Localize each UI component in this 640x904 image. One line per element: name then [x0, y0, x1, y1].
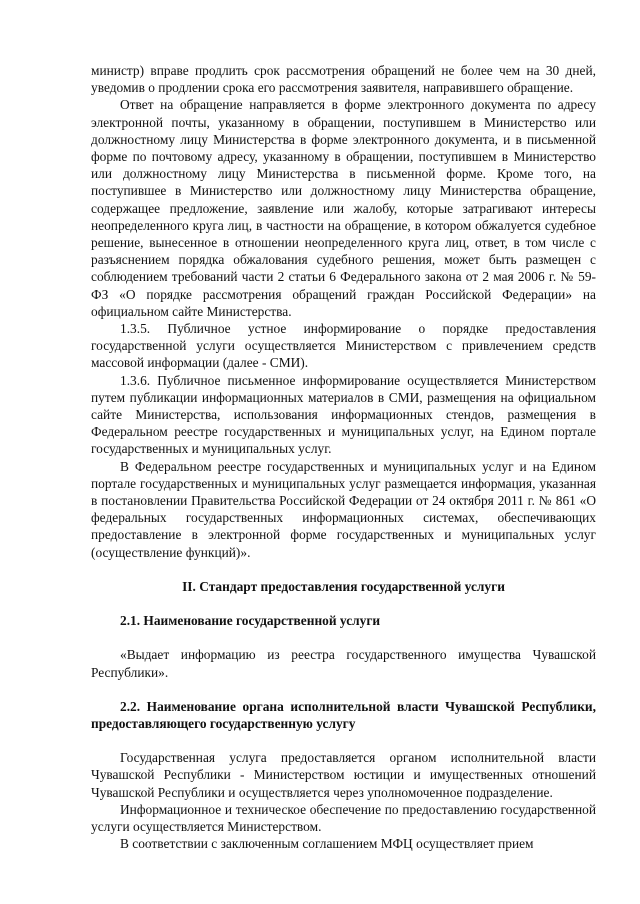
section-title: II. Стандарт предоставления государственной услуги [182, 578, 505, 594]
heading-2-1: 2.1. Наименование государственной услуги [120, 613, 381, 629]
support-paragraph: Информационное и техническое обеспечение по предоставлению государственной услуги осуществляется Министерством. [91, 801, 596, 834]
response-paragraph: Ответ на обращение направляется в форме электронного документа по адресу электронной почты, указанному в обращении, поступившем в Министерство или должностному лицу Министерства в форме электронного документа, и в письменной форме по почтовому адресу, указанному в обращении, поступившем в Министерство или должностному лицу Министерства в письменной форме. Кроме того, на поступившее в Министерство или должностному лицу Министерства обращение, содержащее предложение, заявление или жалобу, которые затрагивают интересы неопределенного круга лиц, в частности на обращение, в котором обжалуется судебное решение, вынесенное в отношении неопределенного круга лиц, ответ, в том числе с разъяснением порядка обжалования судебного решения, может быть размещен с соблюдением требований части 2 статьи 6 Федерального закона от 2 мая 2006 г. № 59-ФЗ «О порядке рассмотрения обращений граждан Российской Федерации» на официальном сайте Министерства. [91, 97, 596, 319]
heading-2-2: 2.2. Наименование органа исполнительной власти Чувашской Республики, предоставляющего государственную услугу [91, 698, 596, 731]
service-name-paragraph: «Выдает информацию из реестра государственного имущества Чувашской Республики». [91, 647, 596, 680]
registry-paragraph: В Федеральном реестре государственных и муниципальных услуг и на Едином портале государственных и муниципальных услуг размещается информация, указанная в постановлении Правительства Российской Федерации от 24 октября 2011 г. № 861 «О федеральных государственных информационных системах, обеспечивающих предоставление в электронной форме государственных и муниципальных услуг (осуществление функций)». [91, 458, 596, 560]
continuation-paragraph: министр) вправе продлить срок рассмотрения обращений не более чем на 30 дней, уведомив о продлении срока его рассмотрения заявителя, направившего обращение. [91, 63, 596, 96]
authority-paragraph: Государственная услуга предоставляется органом исполнительной власти Чувашской Республики - Министерством юстиции и имущественных отношений Чувашской Республики и осуществляется через уполномоченное подразделение. [91, 750, 596, 800]
mfc-paragraph: В соответствии с заключенным соглашением МФЦ осуществляет прием [120, 836, 534, 852]
clause-1-3-6: 1.3.6. Публичное письменное информирование осуществляется Министерством путем публикации информационных материалов в СМИ, размещения на официальном сайте Министерства, использования информационных стендов, размещения в Федеральном реестре государственных и муниципальных услуг, на Едином портале государственных и муниципальных услуг. [91, 372, 596, 457]
clause-1-3-5: 1.3.5. Публичное устное информирование о порядке предоставления государственной услуги осуществляется Министерством с привлечением средств массовой информации (далее - СМИ). [91, 321, 596, 371]
